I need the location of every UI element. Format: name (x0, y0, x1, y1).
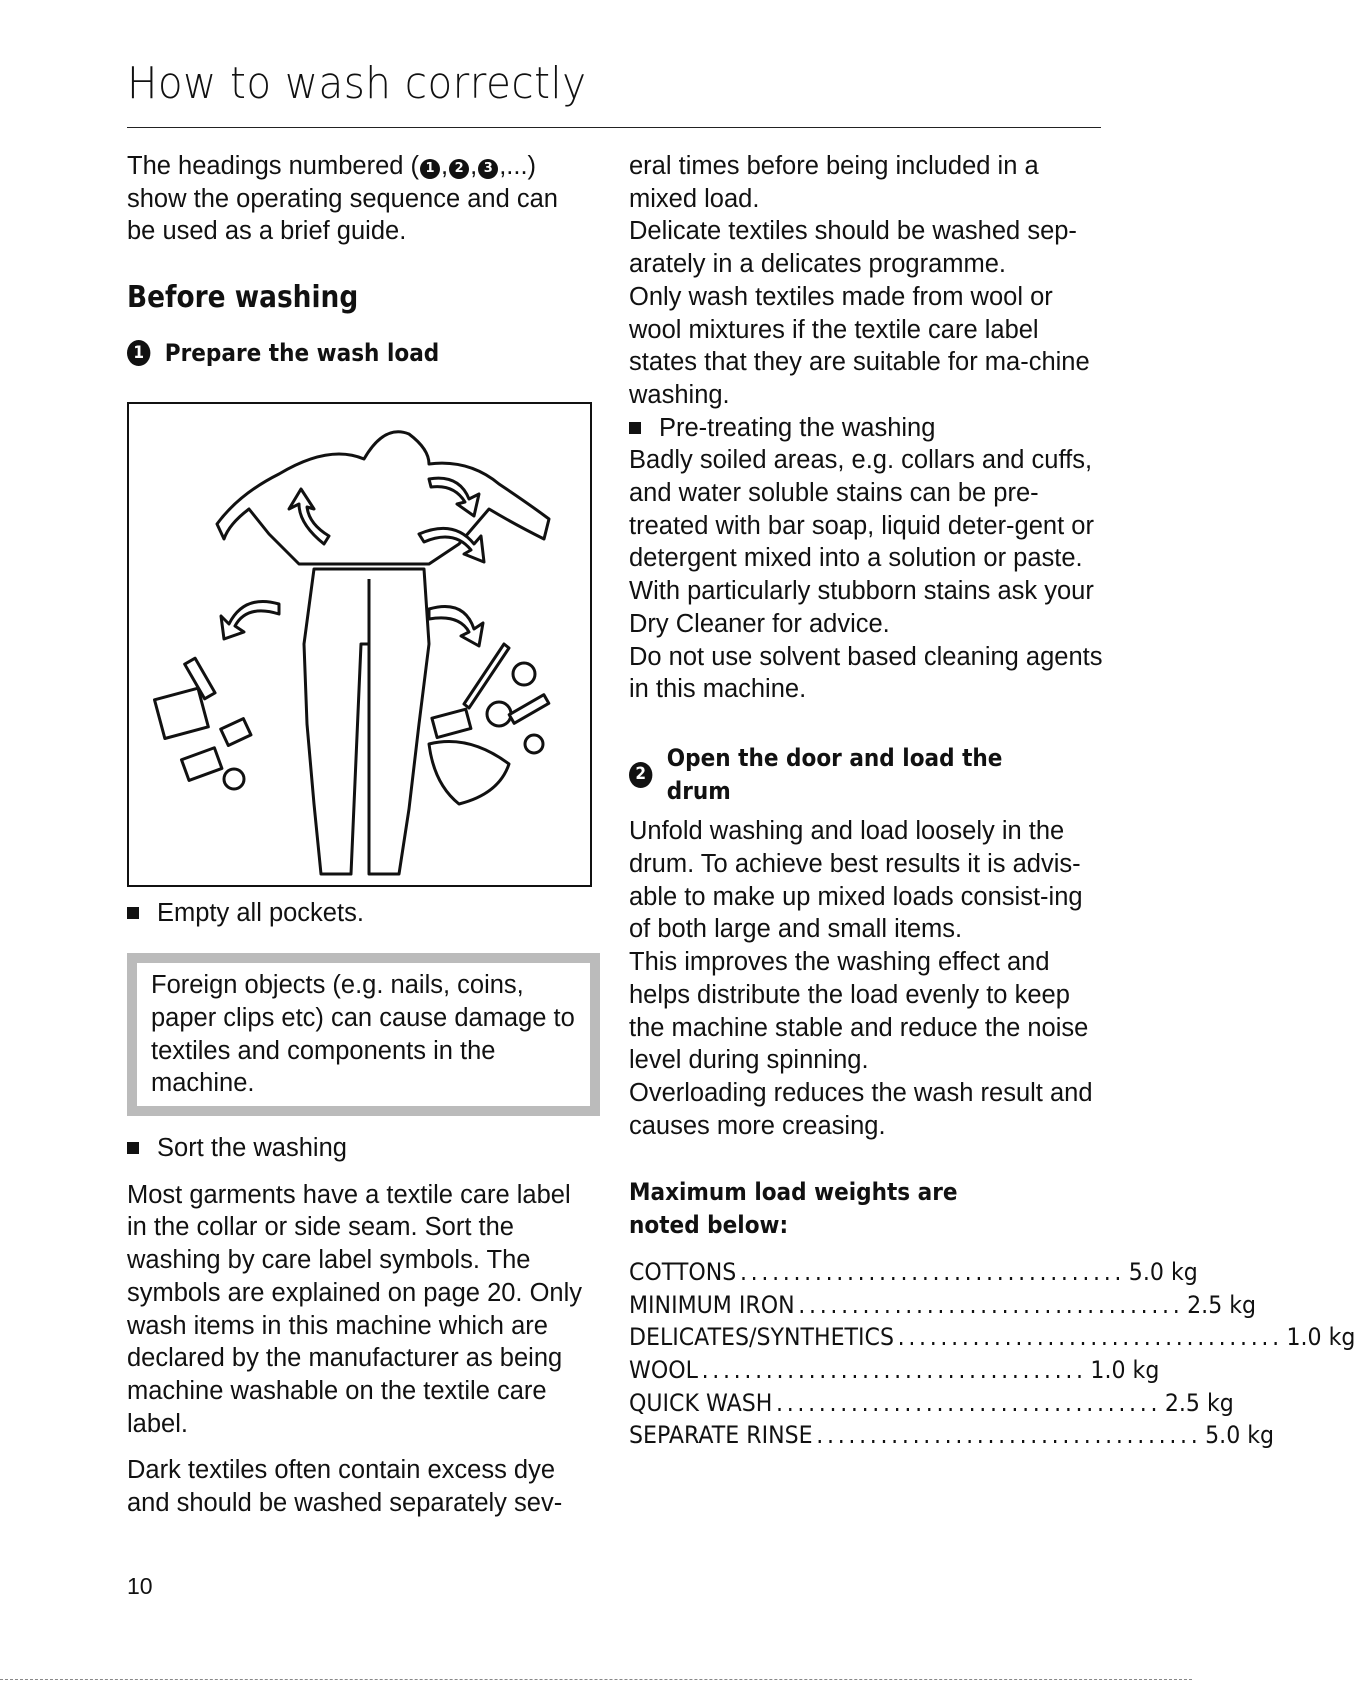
tag-shape (432, 709, 471, 737)
right-column (629, 150, 1355, 1452)
page-bottom-edge (0, 1679, 1192, 1680)
clothing-illustration-svg (129, 404, 590, 885)
step1-heading (127, 337, 546, 370)
page-number: 10 (127, 1573, 153, 1599)
bullet-empty-pockets (127, 897, 592, 930)
load-value: 5.0 kg (1128, 1257, 1198, 1286)
load-value: 2.5 kg (1164, 1388, 1234, 1417)
step2-title: Open the door and load the drum (666, 743, 1003, 805)
warning-box (127, 953, 600, 1116)
bullet-pretreat (629, 412, 1109, 445)
intro-before: The headings numbered ( (127, 152, 420, 180)
empty-pockets-illustration (127, 402, 592, 887)
bullet-empty-pockets-text: Empty all pockets. (157, 898, 364, 927)
matchbox-shape (221, 718, 251, 745)
intro-paragraph: The headings numbered ( 1 , 2 , 3 ,...) show the operating sequence and can be used as a brief guide. (127, 152, 558, 246)
warning-text: Foreign objects (e.g. nails, coins, paper clips etc) can cause damage to textiles and components in the machine. (151, 971, 575, 1098)
leader-dots: .................................... (701, 1355, 1087, 1384)
leader-dots: .................................... (897, 1323, 1283, 1352)
arrow-left-pocket (221, 601, 279, 639)
load-row (629, 1256, 1198, 1289)
delicates-paragraph: Delicate textiles should be washed sep-arately in a delicates programme. (629, 217, 1077, 279)
bullet-square (127, 907, 139, 919)
page-title: How to wash correctly (127, 58, 587, 109)
improves-paragraph: This improves the washing effect and helps distribute the load evenly to keep the machine stable and reduce the noise level during spinning. (629, 948, 1089, 1075)
stubborn-stains-paragraph: With particularly stubborn stains ask your Dry Cleaner for advice. (629, 577, 1094, 638)
leader-dots: .................................... (775, 1388, 1162, 1417)
step2-number-badge: 2 (629, 762, 652, 788)
load-row (629, 1354, 1160, 1387)
overload-paragraph: Overloading reduces the wash result and causes more creasing. (629, 1078, 1093, 1140)
load-name: SEPARATE RINSE (629, 1421, 813, 1450)
section-heading-before-washing: Before washing (127, 280, 359, 316)
intro-after: ,...) show the operating sequence and can be used as a brief guide. (127, 152, 558, 246)
load-value: 5.0 kg (1205, 1421, 1275, 1450)
load-name: WOOL (629, 1355, 698, 1384)
badge-3: 3 (478, 159, 498, 179)
load-value: 1.0 kg (1090, 1355, 1160, 1384)
load-name: MINIMUM IRON (629, 1290, 795, 1319)
leader-dots: .................................... (816, 1421, 1202, 1450)
bullet-square (629, 422, 641, 434)
trousers-shape (304, 569, 429, 874)
load-row (629, 1387, 1234, 1420)
pen-shape (464, 644, 509, 708)
bullet-sort-washing (127, 1132, 592, 1165)
card-shape (181, 747, 221, 780)
load-name: COTTONS (629, 1257, 737, 1286)
jacket-shape (217, 431, 549, 563)
load-value: 1.0 kg (1286, 1323, 1355, 1352)
handkerchief-shape (429, 741, 509, 804)
load-row (629, 1321, 1355, 1354)
left-column (127, 150, 592, 1520)
title-rule (127, 127, 1101, 128)
step1-number-badge: 1 (127, 340, 150, 366)
sort-paragraph: Most garments have a textile care label in the collar or side seam. Sort the washing by care label symbols. The symbols are explained on page 20. Only wash items in this machine which are declared by the manufacturer as being machine washable on the textile care label. (127, 1180, 583, 1438)
coin-right-shape (513, 663, 535, 685)
step1-title: Prepare the wash load (164, 338, 440, 367)
coin-small-shape (525, 735, 543, 753)
load-row (629, 1289, 1257, 1322)
load-name: DELICATES/SYNTHETICS (629, 1323, 894, 1352)
arrow-right-pocket (429, 606, 483, 646)
leader-dots: .................................... (739, 1257, 1126, 1286)
badge-1: 1 (420, 159, 440, 179)
dark-textiles-continued: eral times before being included in a mixed load. (629, 152, 1039, 213)
bullet-square (127, 1142, 139, 1154)
badge-2: 2 (449, 159, 469, 179)
bullet-pretreat-text: Pre-treating the washing (659, 413, 936, 442)
key-ring-shape (487, 702, 511, 726)
load-weights-table (629, 1256, 1355, 1452)
load-value: 2.5 kg (1187, 1290, 1257, 1319)
solvent-paragraph: Do not use solvent based cleaning agents in this machine. (629, 642, 1103, 704)
load-row (629, 1419, 1275, 1452)
wool-paragraph: Only wash textiles made from wool or wool mixtures if the textile care label states that they are suitable for ma-chine washing. (629, 282, 1090, 409)
max-load-heading: Maximum load weights are noted below: (629, 1178, 958, 1240)
pretreat-paragraph: Badly soiled areas, e.g. collars and cuffs, and water soluble stains can be pre-treated with bar soap, liquid deter-gent or detergent mixed into a solution or paste. (629, 446, 1094, 573)
leader-dots: .................................... (798, 1290, 1184, 1319)
step2-heading (629, 742, 1061, 807)
load-name: QUICK WASH (629, 1388, 773, 1417)
dark-textiles-paragraph: Dark textiles often contain excess dye and should be washed separately sev- (127, 1456, 563, 1518)
wallet-shape (155, 688, 209, 738)
bullet-sort-text: Sort the washing (157, 1134, 347, 1163)
key-shape (509, 694, 549, 723)
coin-shape (224, 769, 244, 789)
unfold-paragraph: Unfold washing and load loosely in the drum. To achieve best results it is advis-able to make up mixed loads consist-ing of both large and small items. (629, 817, 1083, 944)
